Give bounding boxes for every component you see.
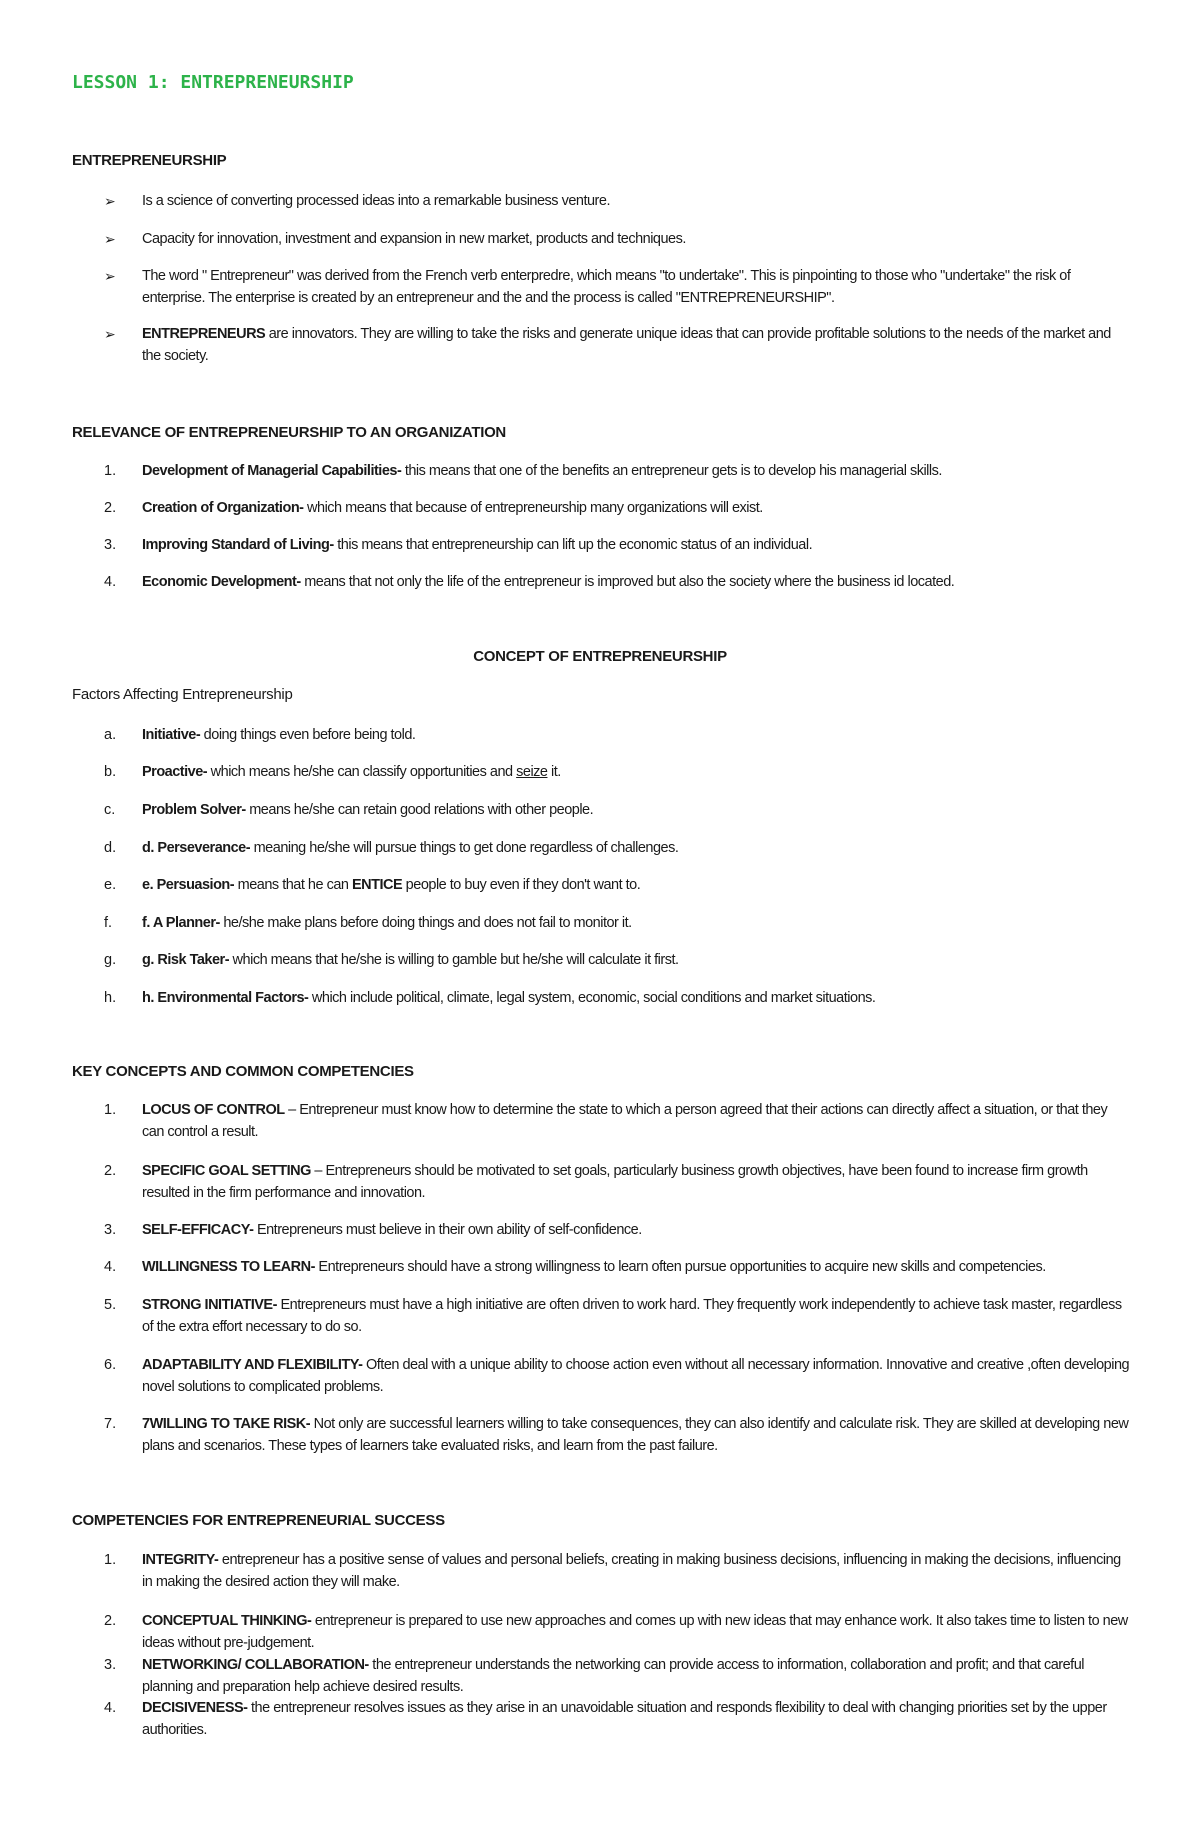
list-item: Economic Development- means that not only the life of the entrepreneur is improved but also the society where the business id located. [142,574,955,590]
list-item: WILLINGNESS TO LEARN- Entrepreneurs should have a strong willingness to learn often pursue opportunities to acquire new skills and competencies. [142,1259,1046,1275]
list-item: Proactive- which means he/she can classify opportunities and seize it. [142,764,561,780]
list-item: Capacity for innovation, investment and expansion in new market, products and techniques. [142,231,686,247]
list-item: Initiative- doing things even before being told. [142,727,416,743]
list-marker: c. [104,802,116,818]
list-item: STRONG INITIATIVE- Entrepreneurs must have a high initiative are often driven to work hard. They frequently work independently to achieve task master, regardless of the extra effort necessary to do so. [142,1297,1122,1335]
list-item: 7WILLING TO TAKE RISK- Not only are successful learners willing to take consequences, they can also identify and calculate risk. They are skilled at developing new plans and scenarios. These types of learners take evaluated risks, and learn from the past failure. [142,1416,1129,1454]
lesson-title: LESSON 1: ENTREPRENEURSHIP [72,72,354,93]
list-marker: 3. [104,537,117,553]
list-item: ADAPTABILITY AND FLEXIBILITY- Often deal with a unique ability to choose action even without all necessary information. Innovative and creative ,often developing novel solutions to complicated problems. [142,1357,1130,1395]
list-marker: f. [104,915,113,931]
list-marker: 1. [104,1552,117,1568]
list-item: Is a science of converting processed ideas into a remarkable business venture. [142,193,610,209]
list-marker: 7. [104,1416,117,1432]
list-marker: 2. [104,1163,117,1179]
list-item: CONCEPTUAL THINKING- entrepreneur is prepared to use new approaches and comes up with new ideas that may enhance work. It also takes time to listen to new ideas without pre-judgement. [142,1613,1128,1651]
list-item: Improving Standard of Living- this means that entrepreneurship can lift up the economic status of an individual. [142,537,813,553]
list-item: d. Perseverance- meaning he/she will pursue things to get done regardless of challenges. [142,840,679,856]
section-heading-relevance: RELEVANCE OF ENTREPRENEURSHIP TO AN ORGANIZATION [72,424,506,441]
list-marker: e. [104,877,117,893]
list-marker: 3. [104,1222,117,1238]
list-marker: 1. [104,1102,117,1118]
list-item: SELF-EFFICACY- Entrepreneurs must believe in their own ability of self-confidence. [142,1222,642,1238]
list-marker: 2. [104,1613,117,1629]
section-heading-entrepreneurship: ENTREPRENEURSHIP [72,152,227,169]
list-item: LOCUS OF CONTROL – Entrepreneur must know how to determine the state to which a person agreed that their actions can directly affect a situation, or that they can control a result. [142,1102,1108,1140]
list-item: The word " Entrepreneur" was derived from the French verb enterpredre, which means "to undertake". This is pinpointing to those who "undertake" the risk of enterprise. The enterprise is created by an entrepreneur and the and the process is called "ENTREPRENEURSHIP". [142,268,1071,306]
list-marker: d. [104,840,117,856]
list-item: DECISIVENESS- the entrepreneur resolves issues as they arise in an unavoidable situation and responds flexibility to deal with changing priorities set by the upper authorities. [142,1700,1107,1738]
bullet-arrow-icon: ➢ [104,326,116,342]
list-marker: 4. [104,1700,117,1716]
list-marker: g. [104,952,117,968]
list-item: f. A Planner- he/she make plans before doing things and does not fail to monitor it. [142,915,632,931]
list-item: g. Risk Taker- which means that he/she is willing to gamble but he/she will calculate it first. [142,952,679,968]
bullet-arrow-icon: ➢ [104,268,116,284]
list-marker: 5. [104,1297,117,1313]
section-subheading-factors: Factors Affecting Entrepreneurship [72,686,293,703]
list-marker: 4. [104,574,117,590]
list-marker: b. [104,764,117,780]
list-item: ENTREPRENEURS are innovators. They are willing to take the risks and generate unique ideas that can provide profitable solutions to the needs of the market and the society. [142,326,1111,364]
list-marker: 4. [104,1259,117,1275]
list-item: SPECIFIC GOAL SETTING – Entrepreneurs should be motivated to set goals, particularly business growth objectives, have been found to increase firm growth resulted in the firm performance and innovation. [142,1163,1088,1201]
list-item: INTEGRITY- entrepreneur has a positive sense of values and personal beliefs, creating in making business decisions, influencing in making the decisions, influencing in making the desired action they will make. [142,1552,1121,1590]
section-heading-concept: CONCEPT OF ENTREPRENEURSHIP [473,648,727,665]
list-marker: h. [104,990,117,1006]
bullet-arrow-icon: ➢ [104,231,116,247]
list-item: NETWORKING/ COLLABORATION- the entrepreneur understands the networking can provide access to information, collaboration and profit; and that careful planning and preparation help achieve desired results. [142,1657,1084,1695]
list-item: Creation of Organization- which means that because of entrepreneurship many organizations will exist. [142,500,763,516]
list-marker: 2. [104,500,117,516]
section-heading-competencies: COMPETENCIES FOR ENTREPRENEURIAL SUCCESS [72,1512,445,1529]
list-marker: 6. [104,1357,117,1373]
list-item: h. Environmental Factors- which include political, climate, legal system, economic, social conditions and market situations. [142,990,876,1006]
list-item: e. Persuasion- means that he can ENTICE people to buy even if they don't want to. [142,877,641,893]
bullet-arrow-icon: ➢ [104,193,116,209]
section-heading-key-concepts: KEY CONCEPTS AND COMMON COMPETENCIES [72,1063,414,1080]
list-item: Problem Solver- means he/she can retain good relations with other people. [142,802,594,818]
list-item: Development of Managerial Capabilities- this means that one of the benefits an entrepreneur gets is to develop his managerial skills. [142,463,942,479]
list-marker: a. [104,727,117,743]
list-marker: 3. [104,1657,117,1673]
list-marker: 1. [104,463,117,479]
